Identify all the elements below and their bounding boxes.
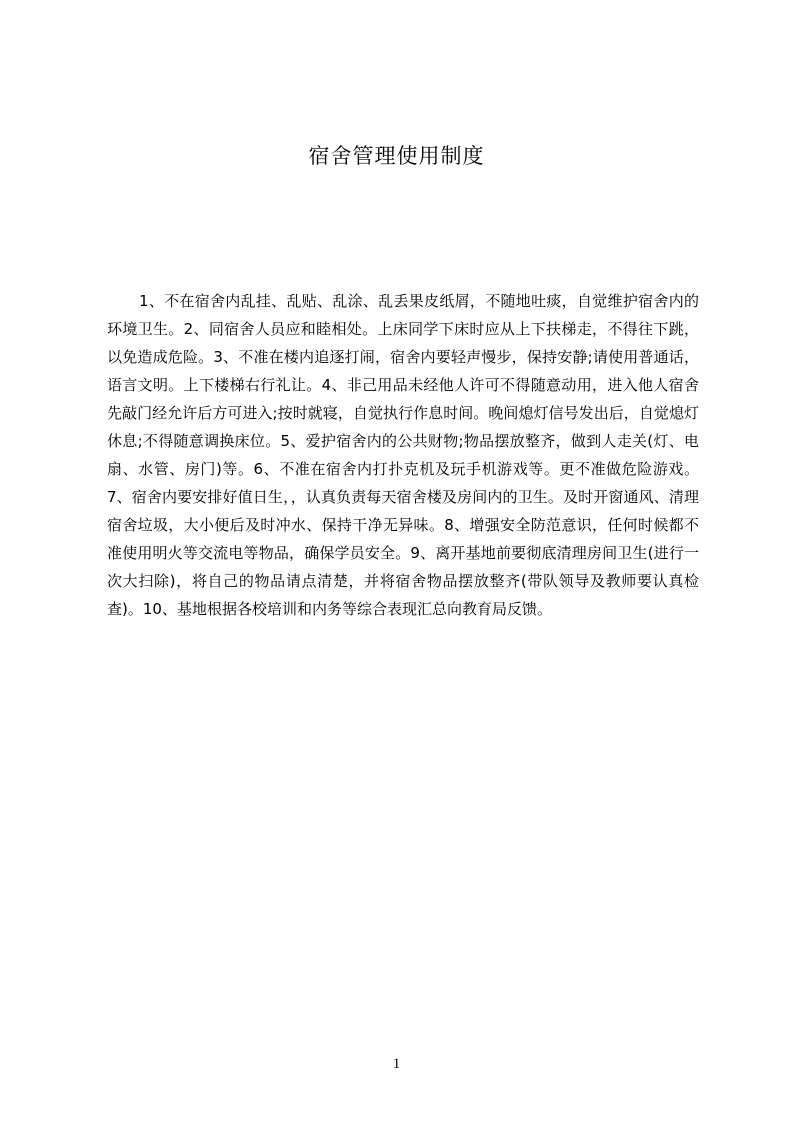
document-body [107, 287, 699, 623]
body-paragraph: 1、不在宿舍内乱挂、乱贴、乱涂、乱丢果皮纸屑，不随地吐痰，自觉维护宿舍内的环境卫生。2、同宿舍人员应和睦相处。上床同学下床时应从上下扶梯走，不得往下跳，以免造成危险。3、不准在楼内追逐打闹，宿舍内要轻声慢步，保持安静;请使用普通话，语言文明。上下楼梯右行礼让。4、非己用品未经他人许可不得随意动用，进入他人宿舍先敲门经允许后方可进入;按时就寝，自觉执行作息时间。晚间熄灯信号发出后，自觉熄灯休息;不得随意调换床位。5、爱护宿舍内的公共财物;物品摆放整齐，做到人走关(灯、电扇、水管、房门)等。6、不准在宿舍内打扑克机及玩手机游戏等。更不准做危险游戏。7、宿舍内要安排好值日生，，认真负责每天宿舍楼及房间内的卫生。及时开窗通风、清理宿舍垃圾，大小便后及时冲水、保持干净无异味。8、增强安全防范意识，任何时候都不准使用明火等交流电等物品，确保学员安全。9、离开基地前要彻底清理房间卫生(进行一次大扫除)，将自己的物品请点清楚，并将宿舍物品摆放整齐(带队领导及教师要认真检查)。10、基地根据各校培训和内务等综合表现汇总向教育局反馈。 [107, 292, 699, 618]
document-title: 宿舍管理使用制度 [308, 144, 485, 168]
page-number: 1 [392, 1056, 401, 1072]
